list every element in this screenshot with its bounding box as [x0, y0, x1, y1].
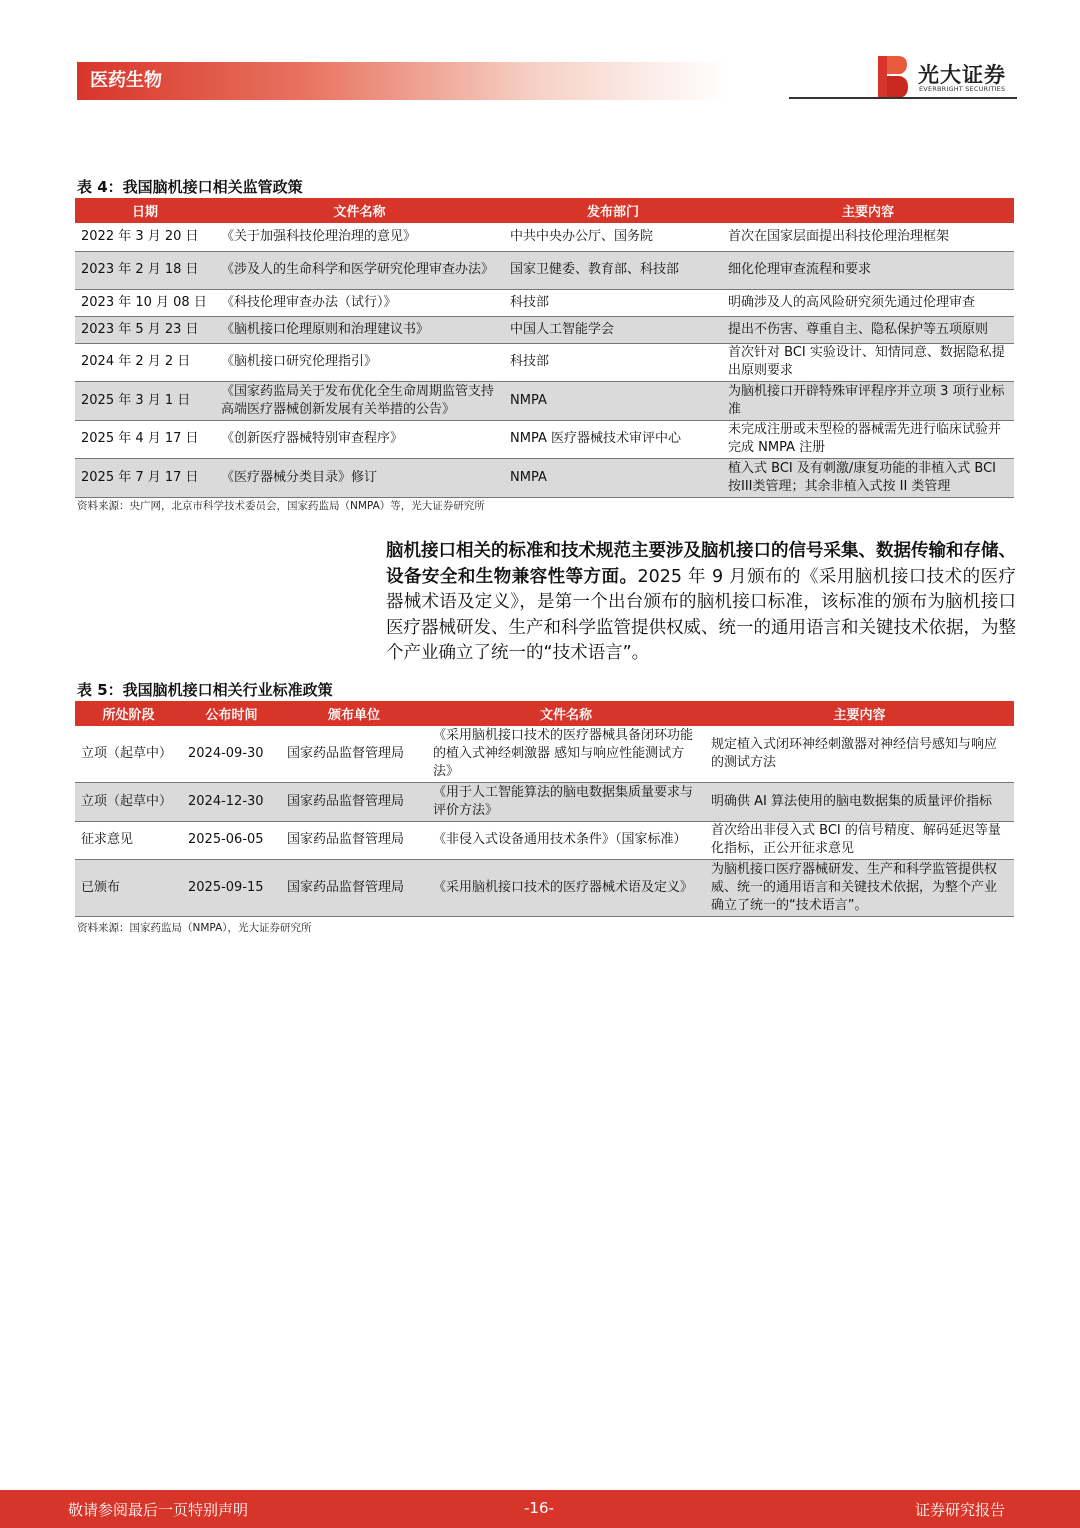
table-cell: 2025 年 3 月 1 日 [75, 381, 215, 420]
table-cell: 《医疗器械分类目录》修订 [215, 458, 504, 497]
table5-col-date: 公布时间 [182, 701, 281, 726]
company-logo [878, 56, 1018, 100]
table-cell: 为脑机接口医疗器械研发、生产和科学监管提供权威、统一的通用语言和关键技术依据，为整个产业确立了统一的“技术语言”。 [705, 859, 1014, 916]
table-cell: 《用于人工智能算法的脑电数据集质量要求与评价方法》 [427, 782, 705, 821]
table-cell: 首次给出非侵入式 BCI 的信号精度、解码延迟等量化指标，正公开征求意见 [705, 821, 1014, 859]
table-row [75, 726, 1014, 782]
everbright-logo-icon [878, 56, 908, 98]
table-cell: 《脑机接口研究伦理指引》 [215, 343, 504, 381]
table-cell: 2025 年 4 月 17 日 [75, 420, 215, 458]
table-cell: 《关于加强科技伦理治理的意见》 [215, 223, 504, 251]
logo-english-name: EVERBRIGHT SECURITIES [919, 85, 1006, 93]
table-row [75, 821, 1014, 859]
body-paragraph [386, 539, 1016, 667]
table-cell: 《创新医疗器械特别审查程序》 [215, 420, 504, 458]
table-cell: 2023 年 10 月 08 日 [75, 289, 215, 316]
table5-col-stage: 所处阶段 [75, 701, 182, 726]
table-cell: 国家药品监督管理局 [281, 726, 427, 782]
table5-col-document: 文件名称 [427, 701, 705, 726]
table-cell: 国家卫健委、教育部、科技部 [504, 251, 722, 289]
footer-report-type: 证券研究报告 [914, 1501, 1005, 1519]
table-cell: 规定植入式闭环神经刺激器对神经信号感知与响应的测试方法 [705, 726, 1014, 782]
table4-source: 资料来源：央广网，北京市科学技术委员会，国家药监局（NMPA）等，光大证券研究所 [77, 500, 485, 512]
table-row [75, 381, 1014, 420]
table5-col-issuer: 颁布单位 [281, 701, 427, 726]
table4-regulatory-policies [75, 198, 1014, 498]
table-cell: 《脑机接口伦理原则和治理建议书》 [215, 316, 504, 343]
table-cell: 明确供 AI 算法使用的脑电数据集的质量评价指标 [705, 782, 1014, 821]
table4-col-date: 日期 [75, 198, 215, 223]
table-cell: NMPA 医疗器械技术审评中心 [504, 420, 722, 458]
table-cell: 明确涉及人的高风险研究须先通过伦理审查 [722, 289, 1014, 316]
table-cell: 细化伦理审查流程和要求 [722, 251, 1014, 289]
table-cell: 2022 年 3 月 20 日 [75, 223, 215, 251]
paragraph-text: 2025 年 9 月颁布的《采用脑机接口技术的医疗器械术语及定义》，是第一个出台颁布的脑机接口标准，该标准的颁布为脑机接口医疗器械研发、生产和科学监管提供权威、统一的通用语言和关键技术依据，为整个产业确立了统一的“技术语言”。 [386, 566, 1017, 663]
table-cell: 国家药品监督管理局 [281, 782, 427, 821]
page-footer [0, 1490, 1080, 1528]
table-row [75, 223, 1014, 251]
table-row [75, 343, 1014, 381]
table-cell: 植入式 BCI 及有刺激/康复功能的非植入式 BCI 按III类管理；其余非植入式按 II 类管理 [722, 458, 1014, 497]
table5-col-content: 主要内容 [705, 701, 1014, 726]
table-row [75, 458, 1014, 497]
paragraph-lead-bold: 脑机接口相关的标准和技术规范主要涉及脑机接口的信号采集、数据传输和存储、设备安全和生物兼容性等方面。 [386, 541, 1016, 587]
table4-title: 表 4：我国脑机接口相关监管政策 [77, 178, 303, 196]
header-divider [789, 97, 1017, 99]
table5-source: 资料来源：国家药监局（NMPA），光大证券研究所 [77, 922, 312, 934]
table-cell: 国家药品监督管理局 [281, 859, 427, 916]
table-cell: 2024 年 2 月 2 日 [75, 343, 215, 381]
table-cell: 《非侵入式设备通用技术条件》（国家标准） [427, 821, 705, 859]
footer-disclaimer: 敬请参阅最后一页特别声明 [68, 1501, 249, 1519]
table-cell: 国家药品监督管理局 [281, 821, 427, 859]
table-cell: 首次在国家层面提出科技伦理治理框架 [722, 223, 1014, 251]
table-cell: 科技部 [504, 289, 722, 316]
table-cell: NMPA [504, 458, 722, 497]
table-cell: 2025-09-15 [182, 859, 281, 916]
table-cell: 2025 年 7 月 17 日 [75, 458, 215, 497]
table-row [75, 782, 1014, 821]
table-cell: 中共中央办公厅、国务院 [504, 223, 722, 251]
table-cell: 征求意见 [75, 821, 182, 859]
table4-col-content: 主要内容 [722, 198, 1014, 223]
table-cell: 2023 年 5 月 23 日 [75, 316, 215, 343]
table-cell: 2025-06-05 [182, 821, 281, 859]
table-cell: 为脑机接口开辟特殊审评程序并立项 3 项行业标准 [722, 381, 1014, 420]
page-number: -16- [524, 1499, 554, 1517]
table-cell: 《采用脑机接口技术的医疗器械术语及定义》 [427, 859, 705, 916]
table-row [75, 859, 1014, 916]
table-cell: 立项（起草中） [75, 782, 182, 821]
table-cell: 2023 年 2 月 18 日 [75, 251, 215, 289]
table-cell: 提出不伤害、尊重自主、隐私保护等五项原则 [722, 316, 1014, 343]
table5-header-row [75, 701, 1014, 726]
table-cell: NMPA [504, 381, 722, 420]
section-title: 医药生物 [90, 70, 162, 91]
table-row [75, 420, 1014, 458]
table-cell: 科技部 [504, 343, 722, 381]
table-cell: 《采用脑机接口技术的医疗器械具备闭环功能的植入式神经刺激器 感知与响应性能测试方法》 [427, 726, 705, 782]
table4-col-document: 文件名称 [215, 198, 504, 223]
table-cell: 2024-09-30 [182, 726, 281, 782]
table4-header-row [75, 198, 1014, 223]
table5-industry-standards [75, 701, 1014, 917]
table-cell: 首次针对 BCI 实验设计、知情同意、数据隐私提出原则要求 [722, 343, 1014, 381]
table-row [75, 316, 1014, 343]
table5-title: 表 5：我国脑机接口相关行业标准政策 [77, 681, 333, 699]
table-cell: 未完成注册或未型检的器械需先进行临床试验并完成 NMPA 注册 [722, 420, 1014, 458]
table-cell: 《国家药监局关于发布优化全生命周期监管支持高端医疗器械创新发展有关举措的公告》 [215, 381, 504, 420]
table-cell: 《涉及人的生命科学和医学研究伦理审查办法》 [215, 251, 504, 289]
header-band [77, 62, 727, 100]
table4-col-department: 发布部门 [504, 198, 722, 223]
table-row [75, 289, 1014, 316]
table-row [75, 251, 1014, 289]
table-cell: 2024-12-30 [182, 782, 281, 821]
logo-chinese-name: 光大证券 [918, 63, 1006, 87]
table-cell: 《科技伦理审查办法（试行）》 [215, 289, 504, 316]
table-cell: 中国人工智能学会 [504, 316, 722, 343]
table-cell: 已颁布 [75, 859, 182, 916]
table-cell: 立项（起草中） [75, 726, 182, 782]
